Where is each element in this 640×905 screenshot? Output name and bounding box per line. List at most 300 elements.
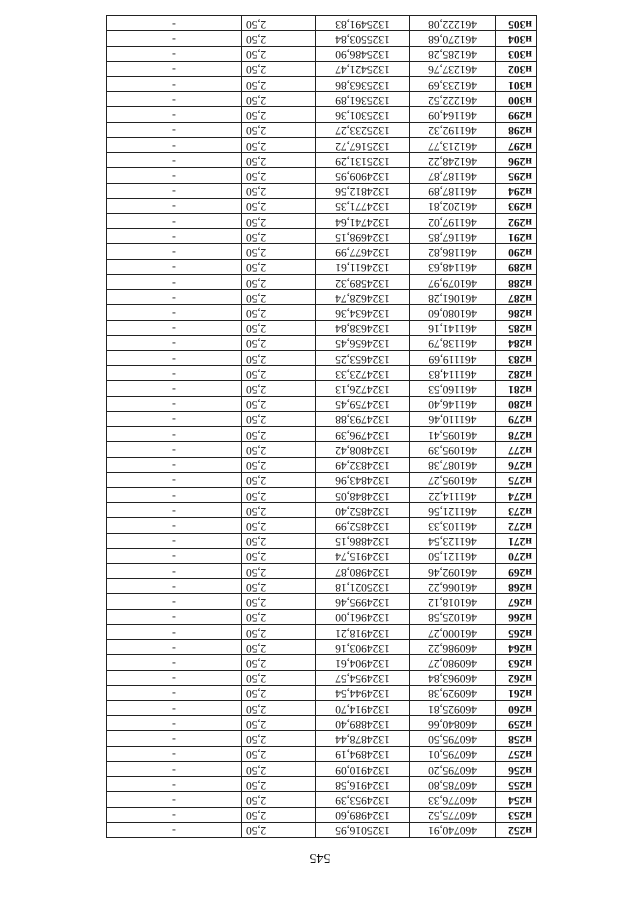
table-row: [107, 594, 537, 609]
x-coordinate-cell: 461103,33: [410, 518, 496, 533]
accuracy-cell: 2,50: [242, 777, 316, 792]
y-coordinate-cell: 1324677,99: [316, 244, 410, 259]
point-id-cell: н266: [496, 609, 537, 624]
y-coordinate-cell: 1325486,90: [316, 46, 410, 61]
point-id-cell: н254: [496, 792, 537, 807]
table-row: [107, 214, 537, 229]
note-cell: -: [107, 807, 242, 822]
y-coordinate-cell: 1324961,00: [316, 609, 410, 624]
coordinates-table: [106, 15, 537, 838]
table-row: [107, 807, 537, 822]
point-id-cell: н265: [496, 624, 537, 639]
accuracy-cell: 2,50: [242, 137, 316, 152]
y-coordinate-cell: 1324638,84: [316, 320, 410, 335]
point-id-cell: н294: [496, 183, 537, 198]
y-coordinate-cell: 1324995,46: [316, 594, 410, 609]
point-id-cell: н286: [496, 305, 537, 320]
point-id-cell: н295: [496, 168, 537, 183]
table-row: [107, 670, 537, 685]
point-id-cell: н255: [496, 777, 537, 792]
table-row: [107, 137, 537, 152]
accuracy-cell: 2,50: [242, 792, 316, 807]
table-row: [107, 411, 537, 426]
y-coordinate-cell: 1325301,36: [316, 107, 410, 122]
point-id-cell: н285: [496, 320, 537, 335]
note-cell: -: [107, 366, 242, 381]
note-cell: -: [107, 670, 242, 685]
y-coordinate-cell: 1324741,64: [316, 214, 410, 229]
y-coordinate-cell: 1325167,72: [316, 137, 410, 152]
table-row: [107, 305, 537, 320]
table-row: [107, 548, 537, 563]
table-row: [107, 381, 537, 396]
y-coordinate-cell: 1324723,33: [316, 366, 410, 381]
note-cell: -: [107, 305, 242, 320]
accuracy-cell: 2,50: [242, 107, 316, 122]
accuracy-cell: 2,50: [242, 274, 316, 289]
y-coordinate-cell: 1324953,39: [316, 792, 410, 807]
x-coordinate-cell: 460840,66: [410, 716, 496, 731]
note-cell: -: [107, 381, 242, 396]
y-coordinate-cell: 1324726,13: [316, 381, 410, 396]
accuracy-cell: 2,50: [242, 61, 316, 76]
x-coordinate-cell: 461025,58: [410, 609, 496, 624]
x-coordinate-cell: 460795,01: [410, 746, 496, 761]
note-cell: -: [107, 792, 242, 807]
table-row: [107, 183, 537, 198]
point-id-cell: н291: [496, 229, 537, 244]
accuracy-cell: 2,50: [242, 168, 316, 183]
table-row: [107, 320, 537, 335]
y-coordinate-cell: 1325361,89: [316, 92, 410, 107]
x-coordinate-cell: 460980,27: [410, 655, 496, 670]
point-id-cell: н288: [496, 274, 537, 289]
y-coordinate-cell: 1324889,40: [316, 716, 410, 731]
table-row: [107, 351, 537, 366]
note-cell: -: [107, 153, 242, 168]
y-coordinate-cell: 1324915,74: [316, 548, 410, 563]
x-coordinate-cell: 461095,39: [410, 442, 496, 457]
point-id-cell: н271: [496, 533, 537, 548]
y-coordinate-cell: 1325503,84: [316, 31, 410, 46]
accuracy-cell: 2,50: [242, 335, 316, 350]
x-coordinate-cell: 461018,12: [410, 594, 496, 609]
note-cell: -: [107, 518, 242, 533]
y-coordinate-cell: 1324843,96: [316, 472, 410, 487]
point-id-cell: н268: [496, 579, 537, 594]
accuracy-cell: 2,50: [242, 366, 316, 381]
y-coordinate-cell: 1324653,25: [316, 351, 410, 366]
note-cell: -: [107, 46, 242, 61]
point-id-cell: н258: [496, 731, 537, 746]
accuracy-cell: 2,50: [242, 503, 316, 518]
x-coordinate-cell: 461066,22: [410, 579, 496, 594]
point-id-cell: н277: [496, 442, 537, 457]
note-cell: -: [107, 183, 242, 198]
note-cell: -: [107, 259, 242, 274]
y-coordinate-cell: 1324886,15: [316, 533, 410, 548]
note-cell: -: [107, 16, 242, 31]
note-cell: -: [107, 229, 242, 244]
table-row: [107, 487, 537, 502]
table-row: [107, 290, 537, 305]
point-id-cell: н302: [496, 61, 537, 76]
note-cell: -: [107, 198, 242, 213]
point-id-cell: н260: [496, 701, 537, 716]
x-coordinate-cell: 461087,38: [410, 457, 496, 472]
accuracy-cell: 2,50: [242, 533, 316, 548]
point-id-cell: н304: [496, 31, 537, 46]
y-coordinate-cell: 1324628,74: [316, 290, 410, 305]
table-row: [107, 16, 537, 31]
table-row: [107, 685, 537, 700]
note-cell: -: [107, 655, 242, 670]
x-coordinate-cell: 461141,16: [410, 320, 496, 335]
y-coordinate-cell: 1324909,95: [316, 168, 410, 183]
x-coordinate-cell: 460795,50: [410, 731, 496, 746]
y-coordinate-cell: 1324916,58: [316, 777, 410, 792]
y-coordinate-cell: 1325491,83: [316, 16, 410, 31]
table-row: [107, 822, 537, 837]
x-coordinate-cell: 461000,27: [410, 624, 496, 639]
x-coordinate-cell: 461123,54: [410, 533, 496, 548]
point-id-cell: н273: [496, 503, 537, 518]
table-row: [107, 168, 537, 183]
accuracy-cell: 2,50: [242, 427, 316, 442]
table-row: [107, 716, 537, 731]
note-cell: -: [107, 244, 242, 259]
x-coordinate-cell: 461192,32: [410, 122, 496, 137]
accuracy-cell: 2,50: [242, 396, 316, 411]
accuracy-cell: 2,50: [242, 746, 316, 761]
accuracy-cell: 2,50: [242, 153, 316, 168]
x-coordinate-cell: 461164,09: [410, 107, 496, 122]
accuracy-cell: 2,50: [242, 609, 316, 624]
table-row: [107, 624, 537, 639]
note-cell: -: [107, 411, 242, 426]
y-coordinate-cell: 1324808,42: [316, 442, 410, 457]
x-coordinate-cell: 461197,02: [410, 214, 496, 229]
note-cell: -: [107, 335, 242, 350]
table-row: [107, 609, 537, 624]
x-coordinate-cell: 461285,28: [410, 46, 496, 61]
point-id-cell: н293: [496, 198, 537, 213]
accuracy-cell: 2,50: [242, 16, 316, 31]
accuracy-cell: 2,50: [242, 761, 316, 776]
note-cell: -: [107, 579, 242, 594]
accuracy-cell: 2,50: [242, 640, 316, 655]
note-cell: -: [107, 624, 242, 639]
note-cell: -: [107, 290, 242, 305]
x-coordinate-cell: 461095,41: [410, 427, 496, 442]
point-id-cell: н279: [496, 411, 537, 426]
table-row: [107, 518, 537, 533]
accuracy-cell: 2,50: [242, 31, 316, 46]
point-id-cell: н274: [496, 487, 537, 502]
table-row: [107, 198, 537, 213]
x-coordinate-cell: 461160,53: [410, 381, 496, 396]
coordinates-table-body: [107, 16, 537, 838]
accuracy-cell: 2,50: [242, 244, 316, 259]
note-cell: -: [107, 77, 242, 92]
point-id-cell: н299: [496, 107, 537, 122]
y-coordinate-cell: 1324796,39: [316, 427, 410, 442]
accuracy-cell: 2,50: [242, 214, 316, 229]
note-cell: -: [107, 274, 242, 289]
x-coordinate-cell: 461187,89: [410, 183, 496, 198]
point-id-cell: н296: [496, 153, 537, 168]
point-id-cell: н283: [496, 351, 537, 366]
table-row: [107, 46, 537, 61]
note-cell: -: [107, 457, 242, 472]
table-row: [107, 655, 537, 670]
accuracy-cell: 2,50: [242, 457, 316, 472]
accuracy-cell: 2,50: [242, 92, 316, 107]
table-row: [107, 92, 537, 107]
table-row: [107, 457, 537, 472]
accuracy-cell: 2,50: [242, 183, 316, 198]
accuracy-cell: 2,50: [242, 259, 316, 274]
note-cell: -: [107, 716, 242, 731]
x-coordinate-cell: 461114,83: [410, 366, 496, 381]
note-cell: -: [107, 61, 242, 76]
table-row: [107, 229, 537, 244]
y-coordinate-cell: 1324852,40: [316, 503, 410, 518]
x-coordinate-cell: 461248,22: [410, 153, 496, 168]
x-coordinate-cell: 461121,50: [410, 548, 496, 563]
point-id-cell: н270: [496, 548, 537, 563]
x-coordinate-cell: 461148,63: [410, 259, 496, 274]
accuracy-cell: 2,50: [242, 564, 316, 579]
point-id-cell: н280: [496, 396, 537, 411]
x-coordinate-cell: 460963,84: [410, 670, 496, 685]
point-id-cell: н282: [496, 366, 537, 381]
point-id-cell: н257: [496, 746, 537, 761]
y-coordinate-cell: 1324904,61: [316, 655, 410, 670]
note-cell: -: [107, 396, 242, 411]
y-coordinate-cell: 1324698,15: [316, 229, 410, 244]
accuracy-cell: 2,50: [242, 518, 316, 533]
note-cell: -: [107, 472, 242, 487]
table-row: [107, 244, 537, 259]
x-coordinate-cell: 461079,97: [410, 274, 496, 289]
note-cell: -: [107, 564, 242, 579]
note-cell: -: [107, 701, 242, 716]
point-id-cell: н263: [496, 655, 537, 670]
note-cell: -: [107, 533, 242, 548]
table-row: [107, 259, 537, 274]
note-cell: -: [107, 594, 242, 609]
table-row: [107, 107, 537, 122]
point-id-cell: н278: [496, 427, 537, 442]
y-coordinate-cell: 1324944,54: [316, 685, 410, 700]
point-id-cell: н290: [496, 244, 537, 259]
point-id-cell: н269: [496, 564, 537, 579]
accuracy-cell: 2,50: [242, 442, 316, 457]
table-row: [107, 335, 537, 350]
x-coordinate-cell: 461080,60: [410, 305, 496, 320]
y-coordinate-cell: 1324812,56: [316, 183, 410, 198]
note-cell: -: [107, 685, 242, 700]
point-id-cell: н298: [496, 122, 537, 137]
table-row: [107, 77, 537, 92]
point-id-cell: н262: [496, 670, 537, 685]
page-number: 545: [309, 850, 331, 865]
x-coordinate-cell: 461110,46: [410, 411, 496, 426]
x-coordinate-cell: 461202,81: [410, 198, 496, 213]
y-coordinate-cell: 1324832,49: [316, 457, 410, 472]
accuracy-cell: 2,50: [242, 487, 316, 502]
accuracy-cell: 2,50: [242, 685, 316, 700]
y-coordinate-cell: 1324894,19: [316, 746, 410, 761]
table-row: [107, 777, 537, 792]
accuracy-cell: 2,50: [242, 290, 316, 305]
note-cell: -: [107, 761, 242, 776]
accuracy-cell: 2,50: [242, 655, 316, 670]
accuracy-cell: 2,50: [242, 46, 316, 61]
y-coordinate-cell: 1324589,32: [316, 274, 410, 289]
y-coordinate-cell: 1324852,99: [316, 518, 410, 533]
note-cell: -: [107, 92, 242, 107]
y-coordinate-cell: 1324771,35: [316, 198, 410, 213]
note-cell: -: [107, 503, 242, 518]
table-row: [107, 61, 537, 76]
y-coordinate-cell: 1325363,86: [316, 77, 410, 92]
point-id-cell: н253: [496, 807, 537, 822]
point-id-cell: н284: [496, 335, 537, 350]
note-cell: -: [107, 168, 242, 183]
x-coordinate-cell: 460740,91: [410, 822, 496, 837]
y-coordinate-cell: 1324989,60: [316, 807, 410, 822]
point-id-cell: н289: [496, 259, 537, 274]
accuracy-cell: 2,50: [242, 122, 316, 137]
accuracy-cell: 2,50: [242, 731, 316, 746]
note-cell: -: [107, 320, 242, 335]
table-row: [107, 564, 537, 579]
note-cell: -: [107, 137, 242, 152]
point-id-cell: н261: [496, 685, 537, 700]
x-coordinate-cell: 461213,77: [410, 137, 496, 152]
x-coordinate-cell: 461270,68: [410, 31, 496, 46]
y-coordinate-cell: 1324910,09: [316, 761, 410, 776]
accuracy-cell: 2,50: [242, 716, 316, 731]
y-coordinate-cell: 1324611,61: [316, 259, 410, 274]
note-cell: -: [107, 731, 242, 746]
table-row: [107, 442, 537, 457]
point-id-cell: н267: [496, 594, 537, 609]
accuracy-cell: 2,50: [242, 381, 316, 396]
y-coordinate-cell: 1325131,29: [316, 153, 410, 168]
accuracy-cell: 2,50: [242, 579, 316, 594]
table-row: [107, 731, 537, 746]
y-coordinate-cell: 1324878,44: [316, 731, 410, 746]
point-id-cell: н297: [496, 137, 537, 152]
accuracy-cell: 2,50: [242, 411, 316, 426]
accuracy-cell: 2,50: [242, 77, 316, 92]
table-row: [107, 366, 537, 381]
y-coordinate-cell: 1325021,18: [316, 579, 410, 594]
x-coordinate-cell: 460785,80: [410, 777, 496, 792]
accuracy-cell: 2,50: [242, 701, 316, 716]
y-coordinate-cell: 1324954,57: [316, 670, 410, 685]
note-cell: -: [107, 609, 242, 624]
y-coordinate-cell: 1324634,36: [316, 305, 410, 320]
note-cell: -: [107, 107, 242, 122]
accuracy-cell: 2,50: [242, 548, 316, 563]
x-coordinate-cell: 461138,79: [410, 335, 496, 350]
point-id-cell: н256: [496, 761, 537, 776]
point-id-cell: н300: [496, 92, 537, 107]
point-id-cell: н276: [496, 457, 537, 472]
table-row: [107, 533, 537, 548]
table-row: [107, 153, 537, 168]
point-id-cell: н305: [496, 16, 537, 31]
point-id-cell: н264: [496, 640, 537, 655]
x-coordinate-cell: 460925,81: [410, 701, 496, 716]
point-id-cell: н287: [496, 290, 537, 305]
y-coordinate-cell: 1324793,88: [316, 411, 410, 426]
point-id-cell: н275: [496, 472, 537, 487]
accuracy-cell: 2,50: [242, 594, 316, 609]
table-row: [107, 579, 537, 594]
y-coordinate-cell: 1324848,05: [316, 487, 410, 502]
table-row: [107, 31, 537, 46]
y-coordinate-cell: 1325016,95: [316, 822, 410, 837]
x-coordinate-cell: 460776,33: [410, 792, 496, 807]
point-id-cell: н281: [496, 381, 537, 396]
table-row: [107, 640, 537, 655]
x-coordinate-cell: 460929,38: [410, 685, 496, 700]
point-id-cell: н259: [496, 716, 537, 731]
x-coordinate-cell: 461121,56: [410, 503, 496, 518]
x-coordinate-cell: 461061,28: [410, 290, 496, 305]
table-row: [107, 792, 537, 807]
table-row: [107, 701, 537, 716]
note-cell: -: [107, 640, 242, 655]
accuracy-cell: 2,50: [242, 807, 316, 822]
accuracy-cell: 2,50: [242, 320, 316, 335]
note-cell: -: [107, 777, 242, 792]
y-coordinate-cell: 1324759,45: [316, 396, 410, 411]
point-id-cell: н301: [496, 77, 537, 92]
accuracy-cell: 2,50: [242, 670, 316, 685]
note-cell: -: [107, 442, 242, 457]
x-coordinate-cell: 461222,08: [410, 16, 496, 31]
x-coordinate-cell: 461186,82: [410, 244, 496, 259]
note-cell: -: [107, 31, 242, 46]
y-coordinate-cell: 1324914,70: [316, 701, 410, 716]
point-id-cell: н303: [496, 46, 537, 61]
x-coordinate-cell: 460986,22: [410, 640, 496, 655]
note-cell: -: [107, 487, 242, 502]
accuracy-cell: 2,50: [242, 472, 316, 487]
point-id-cell: н252: [496, 822, 537, 837]
y-coordinate-cell: 1325233,27: [316, 122, 410, 137]
x-coordinate-cell: 461146,40: [410, 396, 496, 411]
accuracy-cell: 2,50: [242, 198, 316, 213]
note-cell: -: [107, 548, 242, 563]
table-row: [107, 746, 537, 761]
table-row: [107, 274, 537, 289]
note-cell: -: [107, 427, 242, 442]
table-row: [107, 472, 537, 487]
x-coordinate-cell: 461114,22: [410, 487, 496, 502]
table-row: [107, 122, 537, 137]
table-row: [107, 761, 537, 776]
x-coordinate-cell: 461119,69: [410, 351, 496, 366]
note-cell: -: [107, 214, 242, 229]
x-coordinate-cell: 461187,87: [410, 168, 496, 183]
